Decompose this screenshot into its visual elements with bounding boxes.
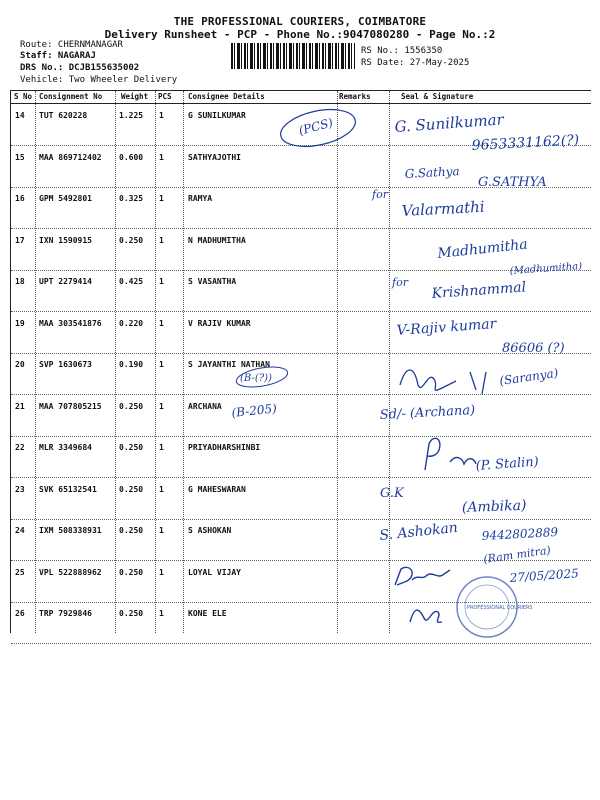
consignee-name: G SUNILKUMAR [188,111,246,120]
pcs-value: 1 [159,152,164,162]
pcs-value: 1 [159,609,164,618]
signature-r16: Valarmathi [401,197,486,220]
signature-scribble-r20 [400,370,486,394]
pcs-value: 1 [159,360,164,369]
signature-scribble-r22 [425,438,476,470]
consignee-name: S VASANTHA [188,277,237,286]
consignment-number: SVK 65132541 [39,484,97,494]
phone-r19: 86606 (?) [502,341,565,356]
consignee-name: RAMYA [188,194,213,203]
weight-value: 0.250 [119,484,144,494]
weight-value: 0.250 [119,567,144,577]
rs-date: RS Date: 27-May-2025 [361,58,470,68]
row-sno: 25 [15,567,25,577]
weight-value: 0.250 [119,609,144,618]
row-sno: 17 [15,235,25,245]
header-consignee: Consignee Details [188,92,265,101]
pcs-value: 1 [159,443,164,452]
consignment-number: MAA 869712402 [39,152,102,162]
consignment-number: MAA 303541876 [39,318,102,328]
name-r15: G.SATHYA [478,175,547,190]
pcs-value: 1 [159,194,164,203]
drs-number: DRS No.: DCJB155635002 [20,63,140,73]
consignment-number: MAA 707805215 [39,401,102,411]
name-r20: (Saranya) [498,365,560,388]
courier-stamp [457,577,533,637]
name-r22: (P. Stalin) [475,454,540,474]
runsheet-subtitle: Delivery Runsheet - PCP - Phone No.:9047080280 - Page No.:2 [104,28,496,41]
signature-r24: S. Ashokan [378,519,459,544]
header-pcs: PCS [158,92,172,101]
header-remarks: Remarks [339,92,371,101]
weight-value: 0.220 [119,318,144,328]
row-sno: 16 [15,194,25,203]
date-r25: 27/05/2025 [509,566,580,585]
consignment-number: UPT 2279414 [39,277,92,286]
pcs-value: 1 [159,318,164,328]
consignee-name: KONE ELE [188,609,227,618]
weight-value: 0.250 [119,526,144,535]
row-sno: 15 [15,152,25,162]
row-sno: 23 [15,484,25,494]
phone-r14: 9653331162(?) [471,132,580,154]
consignee-name: G MAHESWARAN [188,484,246,494]
weight-value: 0.425 [119,277,144,286]
row-sno: 20 [15,360,25,369]
row-sno: 24 [15,526,25,535]
weight-value: 1.225 [119,111,144,120]
header-consignment: Consignment No [39,92,103,101]
header-seal-signature: Seal & Signature [401,92,474,101]
consignment-number: TUT 620228 [39,111,88,120]
for-r16: for [372,188,388,201]
weight-value: 0.250 [119,401,144,411]
consignee-name: ARCHANA [188,401,222,411]
pcs-value: 1 [159,111,164,120]
signature-scribble-r25 [395,567,450,585]
weight-value: 0.250 [119,443,144,452]
pcs-value: 1 [159,277,164,286]
header-sno: S No [14,92,33,101]
name-r24: (Ram mitra) [482,543,552,566]
remark-r14: (PCS) [297,115,335,138]
row-sno: 22 [15,443,25,452]
row-sno: 21 [15,401,25,411]
consignee-name: SATHYAJOTHI [188,152,241,162]
row-sno: 26 [15,609,25,618]
pcs-value: 1 [159,484,164,494]
consignment-number: IXM 508338931 [39,526,102,535]
pcs-value: 1 [159,567,164,577]
route-label: Route: CHERNMANAGAR [20,40,123,50]
stamp-label: PROFESSIONAL COURIERS [467,605,533,611]
signature-r23: G.K [380,486,404,501]
consignee-name: PRIYADHARSHINBI [188,443,261,452]
weight-value: 0.325 [119,194,144,203]
signature-r21: Sd/- (Archana) [379,403,476,423]
weight-value: 0.250 [119,235,144,245]
consignee-name: LOYAL VIJAY [188,567,241,577]
company-title: THE PROFESSIONAL COURIERS, COIMBATORE [173,15,427,28]
signature-r14: G. Sunilkumar [394,110,505,136]
pcs-value: 1 [159,401,164,411]
weight-value: 0.600 [119,152,144,162]
consignment-number: VPL 522888962 [39,567,102,577]
signature-scribble-r26 [410,610,442,622]
staff-label: Staff: NAGARAJ [20,51,96,61]
name-r23: (Ambika) [461,497,527,516]
signature-r17: Madhumitha [436,236,529,262]
consignment-number: MLR 3349684 [39,443,92,452]
consignment-number: SVP 1630673 [39,360,92,369]
pcs-value: 1 [159,526,164,535]
signature-r19: V-Rajiv kumar [396,316,497,339]
pcs-value: 1 [159,235,164,245]
consignee-name: V RAJIV KUMAR [188,318,251,328]
weight-value: 0.190 [119,360,144,369]
for-r18: for [392,276,408,289]
phone-r24: 9442802889 [481,525,559,543]
row-sno: 19 [15,318,25,328]
name-r17: (Madhumitha) [509,260,583,277]
consignee-name: S ASHOKAN [188,526,232,535]
consignment-number: TRP 7929846 [39,609,92,618]
row-sno: 14 [15,111,25,120]
header-weight: Weight [121,92,149,101]
signature-r15: G.Sathya [404,164,460,181]
rs-number: RS No.: 1556350 [361,46,443,56]
vehicle-label: Vehicle: Two Wheeler Delivery [20,75,178,85]
remark-r20: (B-(?)) [240,373,272,384]
consignment-number: IXN 1590915 [39,235,92,245]
consignee-name: S JAYANTHI NATHAN [188,360,270,369]
consignment-number: GPM 5492801 [39,194,92,203]
row-sno: 18 [15,277,25,286]
consignee-name: N MADHUMITHA [188,235,246,245]
remark-r21: (B-205) [230,401,278,420]
signature-r18: Krishnammal [431,279,527,302]
